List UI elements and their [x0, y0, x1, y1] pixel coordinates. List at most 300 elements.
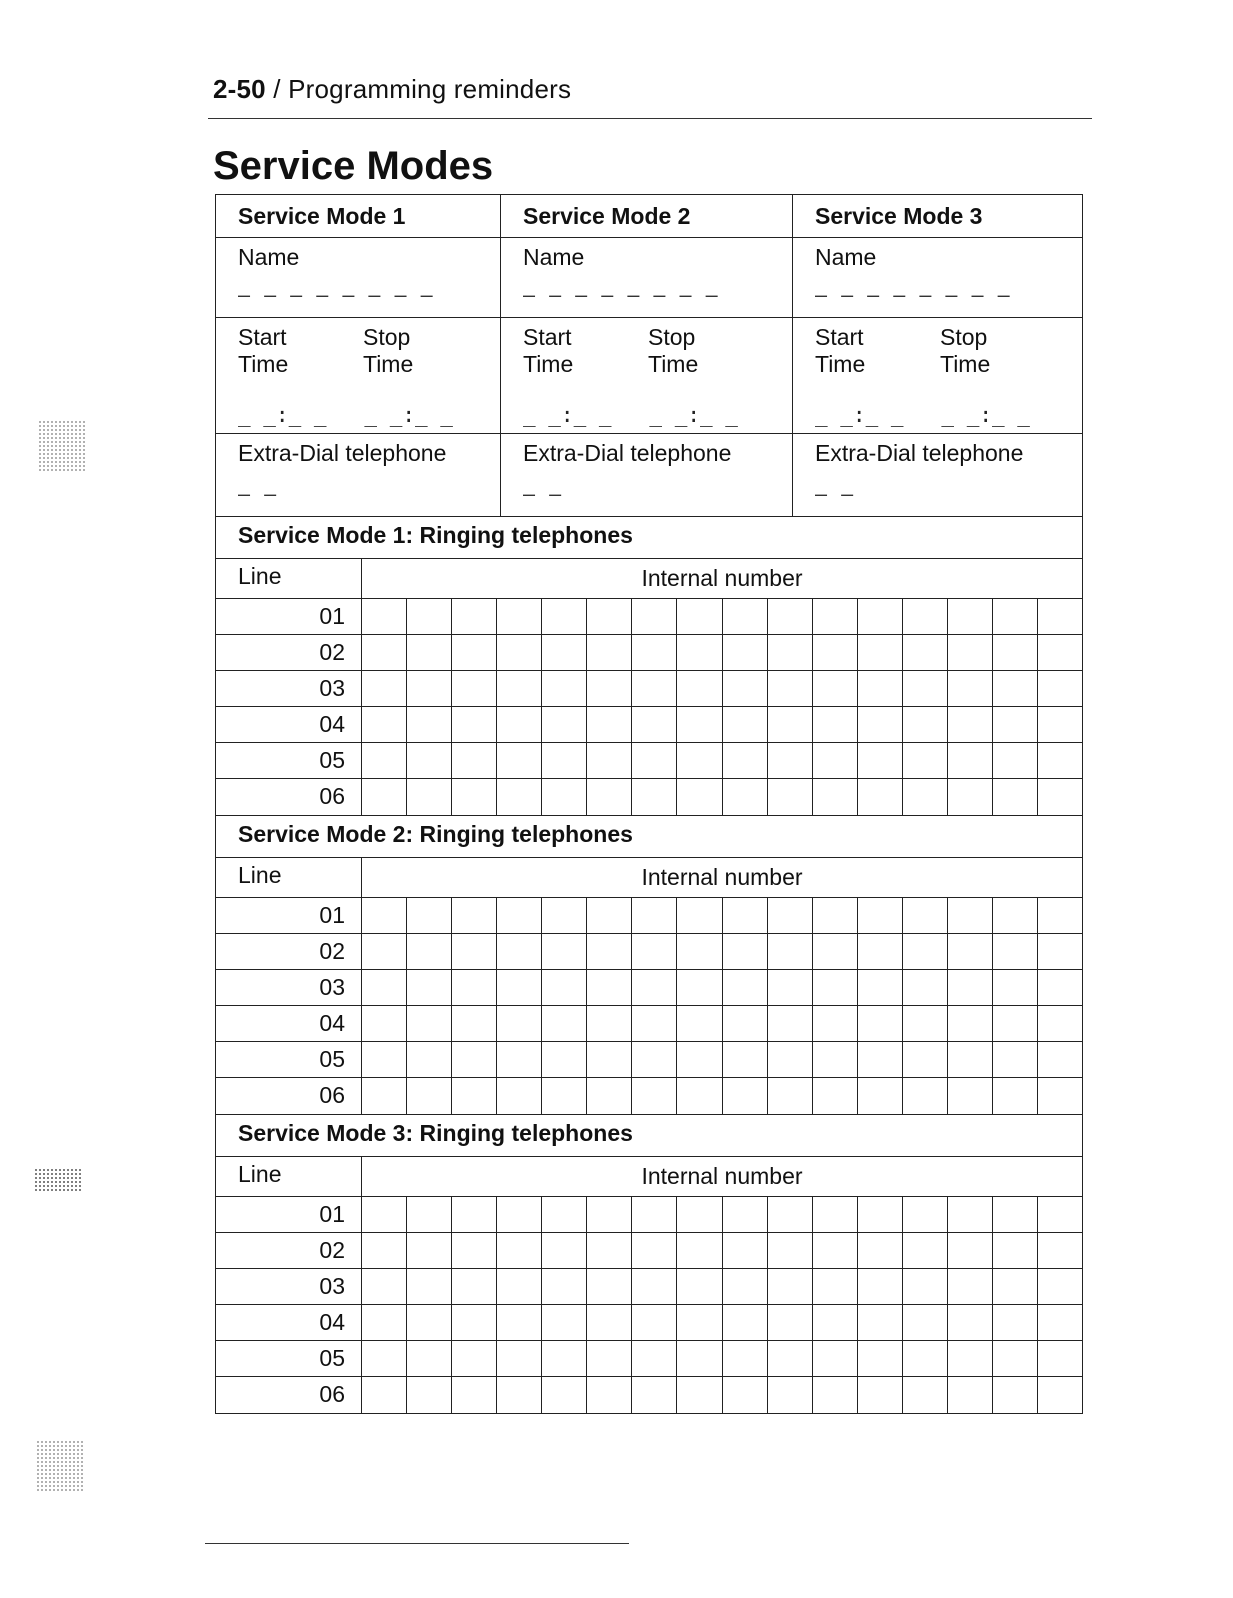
internal-number-cell[interactable] — [812, 1006, 857, 1041]
internal-number-cell[interactable] — [451, 1233, 496, 1268]
internal-number-cell[interactable] — [857, 934, 902, 969]
internal-number-cell[interactable] — [857, 1233, 902, 1268]
internal-number-cell[interactable] — [451, 1305, 496, 1340]
mode-1-time-field[interactable] — [216, 318, 500, 433]
internal-number-cell[interactable] — [496, 1341, 541, 1376]
internal-number-cell[interactable] — [676, 1006, 721, 1041]
internal-number-cell[interactable] — [496, 1269, 541, 1304]
internal-number-cell[interactable] — [722, 635, 767, 670]
internal-number-cell[interactable] — [812, 934, 857, 969]
internal-number-cell[interactable] — [406, 1042, 451, 1077]
internal-number-cell[interactable] — [541, 970, 586, 1005]
internal-number-cell[interactable] — [992, 1006, 1037, 1041]
internal-number-cell[interactable] — [496, 898, 541, 933]
mode-3-name-field[interactable] — [792, 238, 1081, 317]
internal-number-cell[interactable] — [767, 970, 812, 1005]
internal-number-cell[interactable] — [857, 743, 902, 778]
internal-number-cell[interactable] — [586, 707, 631, 742]
internal-number-cell[interactable] — [362, 1305, 406, 1340]
internal-number-cell[interactable] — [947, 707, 992, 742]
internal-number-cell[interactable] — [857, 599, 902, 634]
internal-number-cell[interactable] — [992, 1377, 1037, 1413]
internal-number-cell[interactable] — [496, 1377, 541, 1413]
internal-number-cell[interactable] — [992, 779, 1037, 815]
internal-number-cell[interactable] — [1037, 934, 1082, 969]
internal-number-cell[interactable] — [992, 934, 1037, 969]
internal-number-cell[interactable] — [451, 779, 496, 815]
internal-number-cell[interactable] — [586, 671, 631, 706]
internal-number-cell[interactable] — [451, 1078, 496, 1114]
internal-number-cell[interactable] — [631, 1006, 676, 1041]
internal-number-cell[interactable] — [767, 1269, 812, 1304]
internal-number-cell[interactable] — [451, 743, 496, 778]
internal-number-cell[interactable] — [676, 779, 721, 815]
internal-number-cell[interactable] — [1037, 1305, 1082, 1340]
internal-number-cell[interactable] — [902, 779, 947, 815]
internal-number-cell[interactable] — [722, 898, 767, 933]
internal-number-cell[interactable] — [812, 898, 857, 933]
internal-number-cell[interactable] — [676, 898, 721, 933]
internal-number-cell[interactable] — [947, 1233, 992, 1268]
internal-number-cell[interactable] — [496, 970, 541, 1005]
internal-number-cell[interactable] — [406, 599, 451, 634]
internal-number-cell[interactable] — [722, 1377, 767, 1413]
internal-number-cell[interactable] — [362, 1042, 406, 1077]
internal-number-cell[interactable] — [451, 1377, 496, 1413]
internal-number-cell[interactable] — [812, 970, 857, 1005]
internal-number-cell[interactable] — [767, 1197, 812, 1232]
internal-number-cell[interactable] — [1037, 779, 1082, 815]
internal-number-cell[interactable] — [676, 599, 721, 634]
internal-number-cell[interactable] — [947, 635, 992, 670]
internal-number-cell[interactable] — [631, 779, 676, 815]
internal-number-cell[interactable] — [362, 707, 406, 742]
internal-number-cell[interactable] — [631, 1197, 676, 1232]
internal-number-cell[interactable] — [496, 934, 541, 969]
internal-number-cell[interactable] — [496, 1197, 541, 1232]
internal-number-cell[interactable] — [631, 599, 676, 634]
internal-number-cell[interactable] — [496, 599, 541, 634]
internal-number-cell[interactable] — [1037, 970, 1082, 1005]
internal-number-cell[interactable] — [362, 934, 406, 969]
internal-number-cell[interactable] — [631, 898, 676, 933]
internal-number-cell[interactable] — [406, 635, 451, 670]
internal-number-cell[interactable] — [992, 1305, 1037, 1340]
internal-number-cell[interactable] — [586, 599, 631, 634]
internal-number-cell[interactable] — [586, 1197, 631, 1232]
internal-number-cell[interactable] — [1037, 1377, 1082, 1413]
internal-number-cell[interactable] — [767, 1377, 812, 1413]
internal-number-cell[interactable] — [767, 1305, 812, 1340]
internal-number-cell[interactable] — [857, 970, 902, 1005]
internal-number-cell[interactable] — [631, 1377, 676, 1413]
internal-number-cell[interactable] — [947, 1305, 992, 1340]
internal-number-cell[interactable] — [1037, 635, 1082, 670]
internal-number-cell[interactable] — [451, 1006, 496, 1041]
internal-number-cell[interactable] — [496, 1078, 541, 1114]
internal-number-cell[interactable] — [722, 1006, 767, 1041]
internal-number-cell[interactable] — [947, 599, 992, 634]
internal-number-cell[interactable] — [992, 970, 1037, 1005]
internal-number-cell[interactable] — [676, 1233, 721, 1268]
internal-number-cell[interactable] — [586, 1006, 631, 1041]
internal-number-cell[interactable] — [496, 707, 541, 742]
internal-number-cell[interactable] — [1037, 1233, 1082, 1268]
internal-number-cell[interactable] — [362, 898, 406, 933]
internal-number-cell[interactable] — [631, 1341, 676, 1376]
internal-number-cell[interactable] — [541, 1269, 586, 1304]
internal-number-cell[interactable] — [857, 1006, 902, 1041]
internal-number-cell[interactable] — [406, 671, 451, 706]
internal-number-cell[interactable] — [902, 671, 947, 706]
internal-number-cell[interactable] — [767, 671, 812, 706]
internal-number-cell[interactable] — [586, 934, 631, 969]
internal-number-cell[interactable] — [1037, 707, 1082, 742]
internal-number-cell[interactable] — [1037, 1042, 1082, 1077]
internal-number-cell[interactable] — [992, 743, 1037, 778]
internal-number-cell[interactable] — [541, 707, 586, 742]
internal-number-cell[interactable] — [812, 1341, 857, 1376]
internal-number-cell[interactable] — [902, 970, 947, 1005]
internal-number-cell[interactable] — [992, 1341, 1037, 1376]
internal-number-cell[interactable] — [541, 1078, 586, 1114]
internal-number-cell[interactable] — [722, 1233, 767, 1268]
internal-number-cell[interactable] — [541, 743, 586, 778]
internal-number-cell[interactable] — [857, 1377, 902, 1413]
internal-number-cell[interactable] — [722, 1042, 767, 1077]
internal-number-cell[interactable] — [1037, 599, 1082, 634]
internal-number-cell[interactable] — [992, 1197, 1037, 1232]
internal-number-cell[interactable] — [406, 707, 451, 742]
internal-number-cell[interactable] — [541, 1305, 586, 1340]
internal-number-cell[interactable] — [722, 707, 767, 742]
internal-number-cell[interactable] — [451, 1042, 496, 1077]
internal-number-cell[interactable] — [857, 1197, 902, 1232]
internal-number-cell[interactable] — [1037, 1341, 1082, 1376]
internal-number-cell[interactable] — [722, 1341, 767, 1376]
internal-number-cell[interactable] — [676, 970, 721, 1005]
internal-number-cell[interactable] — [631, 1269, 676, 1304]
internal-number-cell[interactable] — [676, 1341, 721, 1376]
internal-number-cell[interactable] — [541, 1042, 586, 1077]
internal-number-cell[interactable] — [722, 671, 767, 706]
internal-number-cell[interactable] — [586, 1377, 631, 1413]
internal-number-cell[interactable] — [902, 1006, 947, 1041]
internal-number-cell[interactable] — [362, 970, 406, 1005]
internal-number-cell[interactable] — [722, 970, 767, 1005]
internal-number-cell[interactable] — [406, 934, 451, 969]
internal-number-cell[interactable] — [947, 1341, 992, 1376]
internal-number-cell[interactable] — [586, 1078, 631, 1114]
internal-number-cell[interactable] — [812, 779, 857, 815]
mode-3-extra-dial-field[interactable] — [792, 434, 1081, 516]
internal-number-cell[interactable] — [496, 779, 541, 815]
internal-number-cell[interactable] — [902, 1377, 947, 1413]
internal-number-cell[interactable] — [812, 1197, 857, 1232]
internal-number-cell[interactable] — [857, 635, 902, 670]
internal-number-cell[interactable] — [676, 1197, 721, 1232]
internal-number-cell[interactable] — [767, 743, 812, 778]
internal-number-cell[interactable] — [541, 934, 586, 969]
internal-number-cell[interactable] — [722, 599, 767, 634]
internal-number-cell[interactable] — [857, 1305, 902, 1340]
internal-number-cell[interactable] — [857, 671, 902, 706]
internal-number-cell[interactable] — [586, 743, 631, 778]
internal-number-cell[interactable] — [767, 934, 812, 969]
mode-2-time-field[interactable] — [500, 318, 792, 433]
line-number: 04 — [216, 707, 362, 742]
internal-number-cell[interactable] — [451, 1269, 496, 1304]
internal-number-cell[interactable] — [406, 1078, 451, 1114]
internal-number-cell[interactable] — [362, 1377, 406, 1413]
internal-number-cell[interactable] — [947, 1006, 992, 1041]
internal-number-cell[interactable] — [1037, 898, 1082, 933]
stop-time-label: Stop Time — [363, 324, 414, 377]
internal-number-cell[interactable] — [992, 1078, 1037, 1114]
internal-number-cell[interactable] — [812, 1269, 857, 1304]
internal-number-cell[interactable] — [676, 1078, 721, 1114]
internal-number-cell[interactable] — [541, 1197, 586, 1232]
internal-number-cell[interactable] — [451, 635, 496, 670]
internal-number-cell[interactable] — [676, 1042, 721, 1077]
internal-number-cell[interactable] — [992, 599, 1037, 634]
internal-number-cell[interactable] — [902, 635, 947, 670]
internal-number-cell[interactable] — [1037, 1197, 1082, 1232]
internal-number-cell[interactable] — [767, 779, 812, 815]
internal-number-cell[interactable] — [362, 671, 406, 706]
internal-number-cell[interactable] — [767, 898, 812, 933]
internal-number-cell[interactable] — [722, 1269, 767, 1304]
internal-number-cell[interactable] — [676, 635, 721, 670]
internal-number-cell[interactable] — [857, 707, 902, 742]
internal-number-cell[interactable] — [541, 599, 586, 634]
internal-number-cell[interactable] — [902, 1042, 947, 1077]
internal-number-cell[interactable] — [722, 1197, 767, 1232]
internal-number-cell[interactable] — [496, 635, 541, 670]
internal-number-cell[interactable] — [992, 1269, 1037, 1304]
internal-number-cell[interactable] — [947, 743, 992, 778]
internal-number-cell[interactable] — [586, 1042, 631, 1077]
internal-number-cell[interactable] — [812, 1078, 857, 1114]
internal-number-cell[interactable] — [857, 898, 902, 933]
internal-number-cell[interactable] — [541, 1233, 586, 1268]
internal-number-cell[interactable] — [812, 671, 857, 706]
internal-number-cell[interactable] — [947, 898, 992, 933]
internal-number-cell[interactable] — [406, 1233, 451, 1268]
internal-number-cell[interactable] — [362, 1269, 406, 1304]
internal-number-cell[interactable] — [451, 599, 496, 634]
internal-number-cell[interactable] — [947, 970, 992, 1005]
internal-number-cell[interactable] — [947, 1078, 992, 1114]
internal-number-cell[interactable] — [767, 1078, 812, 1114]
internal-number-cell[interactable] — [631, 743, 676, 778]
internal-number-cell[interactable] — [767, 635, 812, 670]
internal-number-cell[interactable] — [902, 743, 947, 778]
internal-number-cell[interactable] — [857, 779, 902, 815]
internal-number-cell[interactable] — [631, 970, 676, 1005]
internal-number-cell[interactable] — [902, 1197, 947, 1232]
internal-number-cell[interactable] — [631, 934, 676, 969]
internal-number-cell[interactable] — [541, 1006, 586, 1041]
mode-2-extra-dial-field[interactable] — [500, 434, 792, 516]
internal-number-cell[interactable] — [586, 970, 631, 1005]
internal-number-cell[interactable] — [406, 970, 451, 1005]
internal-number-cell[interactable] — [451, 707, 496, 742]
internal-number-cell[interactable] — [767, 1233, 812, 1268]
internal-number-cell[interactable] — [496, 743, 541, 778]
internal-number-cell[interactable] — [992, 707, 1037, 742]
internal-number-cell[interactable] — [631, 1078, 676, 1114]
internal-number-cell[interactable] — [586, 635, 631, 670]
internal-number-cell[interactable] — [406, 1377, 451, 1413]
internal-number-cell[interactable] — [676, 1269, 721, 1304]
internal-number-cell[interactable] — [1037, 1269, 1082, 1304]
internal-number-cell[interactable] — [541, 1341, 586, 1376]
internal-number-cell[interactable] — [676, 743, 721, 778]
internal-number-cell[interactable] — [767, 599, 812, 634]
internal-number-cell[interactable] — [722, 743, 767, 778]
internal-number-cell[interactable] — [496, 671, 541, 706]
internal-number-cell[interactable] — [812, 1377, 857, 1413]
internal-number-cell[interactable] — [812, 743, 857, 778]
internal-number-cell[interactable] — [586, 1341, 631, 1376]
internal-number-cell[interactable] — [406, 1305, 451, 1340]
internal-number-cell[interactable] — [857, 1341, 902, 1376]
internal-number-cell[interactable] — [1037, 1078, 1082, 1114]
internal-number-cell[interactable] — [362, 1341, 406, 1376]
internal-number-cell[interactable] — [767, 1341, 812, 1376]
internal-number-cell[interactable] — [857, 1078, 902, 1114]
internal-number-cell[interactable] — [631, 1233, 676, 1268]
internal-number-cell[interactable] — [902, 1078, 947, 1114]
internal-number-cell[interactable] — [586, 1305, 631, 1340]
internal-number-cell[interactable] — [1037, 743, 1082, 778]
internal-number-cell[interactable] — [631, 707, 676, 742]
internal-number-cell[interactable] — [586, 898, 631, 933]
internal-number-cell[interactable] — [812, 635, 857, 670]
internal-number-cell[interactable] — [451, 970, 496, 1005]
internal-number-cell[interactable] — [947, 1269, 992, 1304]
internal-number-cell[interactable] — [857, 1269, 902, 1304]
internal-number-cell[interactable] — [902, 898, 947, 933]
name-label: Name — [523, 244, 585, 270]
internal-number-cell[interactable] — [541, 779, 586, 815]
internal-number-cell[interactable] — [406, 1269, 451, 1304]
internal-number-cell[interactable] — [902, 1341, 947, 1376]
internal-number-cell[interactable] — [676, 1377, 721, 1413]
mode-2-name-field[interactable] — [500, 238, 792, 317]
internal-number-cell[interactable] — [767, 1006, 812, 1041]
internal-number-cell[interactable] — [722, 779, 767, 815]
internal-number-cell[interactable] — [541, 1377, 586, 1413]
internal-number-cell[interactable] — [947, 934, 992, 969]
internal-number-cell[interactable] — [676, 1305, 721, 1340]
internal-number-cell[interactable] — [631, 1305, 676, 1340]
internal-number-cell[interactable] — [451, 1341, 496, 1376]
internal-number-cell[interactable] — [406, 1197, 451, 1232]
internal-number-cell[interactable] — [406, 779, 451, 815]
internal-number-cell[interactable] — [541, 898, 586, 933]
internal-number-cell[interactable] — [812, 1305, 857, 1340]
internal-number-cell[interactable] — [947, 671, 992, 706]
internal-number-cell[interactable] — [992, 1042, 1037, 1077]
internal-number-cell[interactable] — [992, 898, 1037, 933]
internal-number-cell[interactable] — [631, 1042, 676, 1077]
mode-3-time-field[interactable] — [792, 318, 1081, 433]
mode-1-extra-dial-field[interactable] — [216, 434, 500, 516]
internal-number-cell[interactable] — [451, 671, 496, 706]
internal-number-cell[interactable] — [722, 1305, 767, 1340]
internal-number-cell[interactable] — [451, 898, 496, 933]
internal-number-cell[interactable] — [631, 635, 676, 670]
internal-number-cell[interactable] — [406, 1341, 451, 1376]
internal-number-cell[interactable] — [947, 779, 992, 815]
internal-number-cell[interactable] — [722, 1078, 767, 1114]
mode-1-name-field[interactable] — [216, 238, 500, 317]
internal-number-cell[interactable] — [362, 1078, 406, 1114]
internal-number-cell[interactable] — [496, 1233, 541, 1268]
internal-number-cell[interactable] — [406, 898, 451, 933]
internal-number-cell[interactable] — [902, 1305, 947, 1340]
internal-number-cell[interactable] — [362, 599, 406, 634]
internal-number-cell[interactable] — [586, 779, 631, 815]
internal-number-cell[interactable] — [451, 1197, 496, 1232]
internal-number-cell[interactable] — [947, 1042, 992, 1077]
internal-number-cell[interactable] — [631, 671, 676, 706]
internal-number-cell[interactable] — [362, 1006, 406, 1041]
internal-number-cell[interactable] — [496, 1305, 541, 1340]
internal-number-cell[interactable] — [767, 707, 812, 742]
internal-number-cell[interactable] — [541, 671, 586, 706]
internal-number-cell[interactable] — [1037, 671, 1082, 706]
internal-number-cell[interactable] — [362, 635, 406, 670]
internal-number-cell[interactable] — [406, 1006, 451, 1041]
internal-number-cell[interactable] — [767, 1042, 812, 1077]
internal-number-cell[interactable] — [902, 934, 947, 969]
internal-number-cell[interactable] — [362, 743, 406, 778]
internal-number-cell[interactable] — [857, 1042, 902, 1077]
internal-number-cell[interactable] — [362, 1197, 406, 1232]
internal-number-cell[interactable] — [992, 1233, 1037, 1268]
internal-number-cell[interactable] — [451, 934, 496, 969]
internal-number-cell[interactable] — [676, 934, 721, 969]
internal-number-cell[interactable] — [541, 635, 586, 670]
internal-number-cell[interactable] — [992, 635, 1037, 670]
internal-number-cell[interactable] — [722, 934, 767, 969]
internal-number-cell[interactable] — [902, 1269, 947, 1304]
internal-number-cell[interactable] — [586, 1269, 631, 1304]
internal-number-cell[interactable] — [812, 1042, 857, 1077]
internal-number-cell[interactable] — [902, 707, 947, 742]
internal-number-cell[interactable] — [947, 1377, 992, 1413]
internal-number-cell[interactable] — [586, 1233, 631, 1268]
internal-number-cell[interactable] — [676, 707, 721, 742]
internal-number-cell[interactable] — [812, 1233, 857, 1268]
internal-number-cell[interactable] — [902, 1233, 947, 1268]
internal-number-cell[interactable] — [947, 1197, 992, 1232]
internal-number-cell[interactable] — [496, 1042, 541, 1077]
internal-number-cell[interactable] — [992, 671, 1037, 706]
internal-number-cell[interactable] — [812, 599, 857, 634]
internal-number-cell[interactable] — [406, 743, 451, 778]
internal-number-cell[interactable] — [1037, 1006, 1082, 1041]
internal-number-cell[interactable] — [362, 779, 406, 815]
internal-number-cell[interactable] — [902, 599, 947, 634]
internal-number-cell[interactable] — [362, 1233, 406, 1268]
internal-number-cell[interactable] — [496, 1006, 541, 1041]
internal-number-cell[interactable] — [676, 671, 721, 706]
internal-number-cell[interactable] — [812, 707, 857, 742]
